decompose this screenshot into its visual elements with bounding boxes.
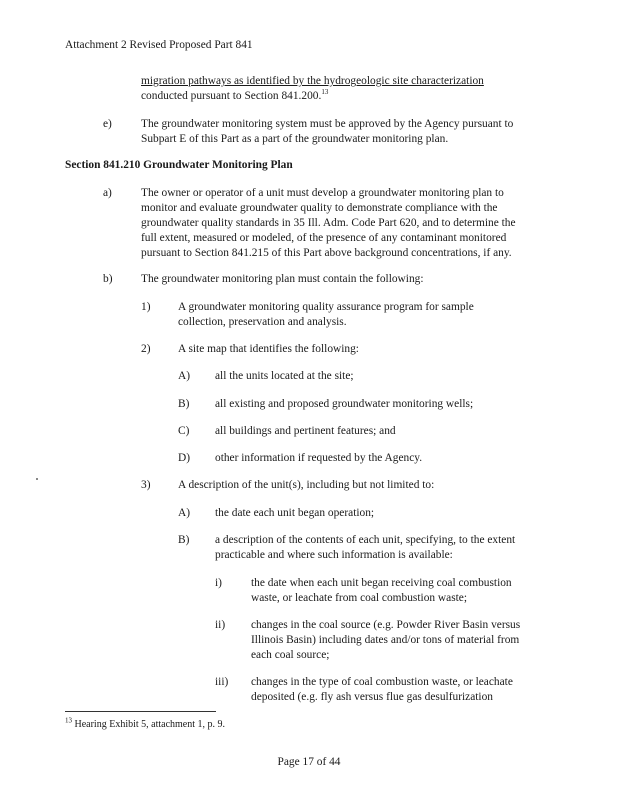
item-3-label: 3) bbox=[141, 479, 151, 491]
item-3Bii-line-1: changes in the coal source (e.g. Powder River Basin versus bbox=[251, 619, 521, 631]
item-2C-label: C) bbox=[178, 425, 190, 437]
section-heading: Section 841.210 Groundwater Monitoring Plan bbox=[65, 159, 293, 171]
item-1-label: 1) bbox=[141, 301, 151, 313]
item-a-line-4: full extent, measured or modeled, of the presence of any contaminant monitored bbox=[141, 232, 507, 244]
margin-mark bbox=[36, 478, 38, 480]
item-3Bi-line-1: the date when each unit began receiving coal combustion bbox=[251, 577, 512, 589]
item-1-line-2: collection, preservation and analysis. bbox=[178, 316, 347, 328]
item-3-text: A description of the unit(s), including but not limited to: bbox=[178, 479, 435, 491]
item-3Bii-label: ii) bbox=[215, 619, 226, 631]
footnote-rule bbox=[65, 711, 216, 712]
intro-line-2-text: conducted pursuant to Section 841.200. bbox=[141, 90, 322, 102]
item-3Biii-line-2: deposited (e.g. fly ash versus flue gas desulfurization bbox=[251, 691, 493, 703]
item-a-line-3: groundwater quality standards in 35 Ill. Adm. Code Part 620, and to determine the bbox=[141, 217, 516, 229]
intro-line-1: migration pathways as identified by the hydrogeologic site characterization bbox=[141, 75, 484, 87]
running-header: Attachment 2 Revised Proposed Part 841 bbox=[65, 39, 253, 51]
item-a-line-1: The owner or operator of a unit must develop a groundwater monitoring plan to bbox=[141, 187, 504, 199]
item-3Biii-line-1: changes in the type of coal combustion waste, or leachate bbox=[251, 676, 513, 688]
item-3Bii-line-3: each coal source; bbox=[251, 649, 330, 661]
item-2A-label: A) bbox=[178, 370, 191, 382]
item-3A-text: the date each unit began operation; bbox=[215, 507, 375, 519]
item-2D-label: D) bbox=[178, 452, 191, 464]
item-e-line-2: Subpart E of this Part as a part of the groundwater monitoring plan. bbox=[141, 133, 449, 145]
item-3Biii-label: iii) bbox=[215, 676, 229, 688]
item-3Bii-line-2: Illinois Basin) including dates and/or tons of material from bbox=[251, 634, 520, 646]
page-number: Page 17 of 44 bbox=[277, 756, 341, 768]
item-3Bi-label: i) bbox=[215, 577, 222, 589]
item-3A-label: A) bbox=[178, 507, 191, 519]
item-2-text: A site map that identifies the following: bbox=[178, 343, 359, 355]
item-3B-label: B) bbox=[178, 534, 190, 546]
item-b-text: The groundwater monitoring plan must contain the following: bbox=[141, 273, 424, 285]
item-3B-line-2: practicable and where such information is available: bbox=[215, 549, 453, 561]
item-2A-text: all the units located at the site; bbox=[215, 370, 354, 382]
item-2-label: 2) bbox=[141, 343, 151, 355]
item-2B-text: all existing and proposed groundwater monitoring wells; bbox=[215, 398, 474, 410]
item-a-line-2: monitor and evaluate groundwater quality to demonstrate compliance with the bbox=[141, 202, 498, 214]
item-1-line-1: A groundwater monitoring quality assurance program for sample bbox=[178, 301, 474, 313]
item-a-label: a) bbox=[103, 187, 112, 199]
footnote bbox=[65, 718, 225, 731]
item-3B-line-1: a description of the contents of each unit, specifying, to the extent bbox=[215, 534, 516, 546]
item-a-line-5: pursuant to Section 841.215 of this Part above background concentrations, if any. bbox=[141, 247, 512, 259]
footnote-reference[interactable]: 13 bbox=[321, 88, 329, 97]
item-b-label: b) bbox=[103, 273, 113, 285]
intro-line-2 bbox=[141, 89, 328, 104]
item-e-label: e) bbox=[103, 118, 112, 130]
item-e-line-1: The groundwater monitoring system must be approved by the Agency pursuant to bbox=[141, 118, 514, 130]
item-2B-label: B) bbox=[178, 398, 190, 410]
item-2D-text: other information if requested by the Agency. bbox=[215, 452, 423, 464]
item-3Bi-line-2: waste, or leachate from coal combustion waste; bbox=[251, 592, 468, 604]
item-2C-text: all buildings and pertinent features; and bbox=[215, 425, 396, 437]
footnote-text: Hearing Exhibit 5, attachment 1, p. 9. bbox=[74, 719, 226, 730]
footnote-number: 13 bbox=[65, 716, 72, 725]
